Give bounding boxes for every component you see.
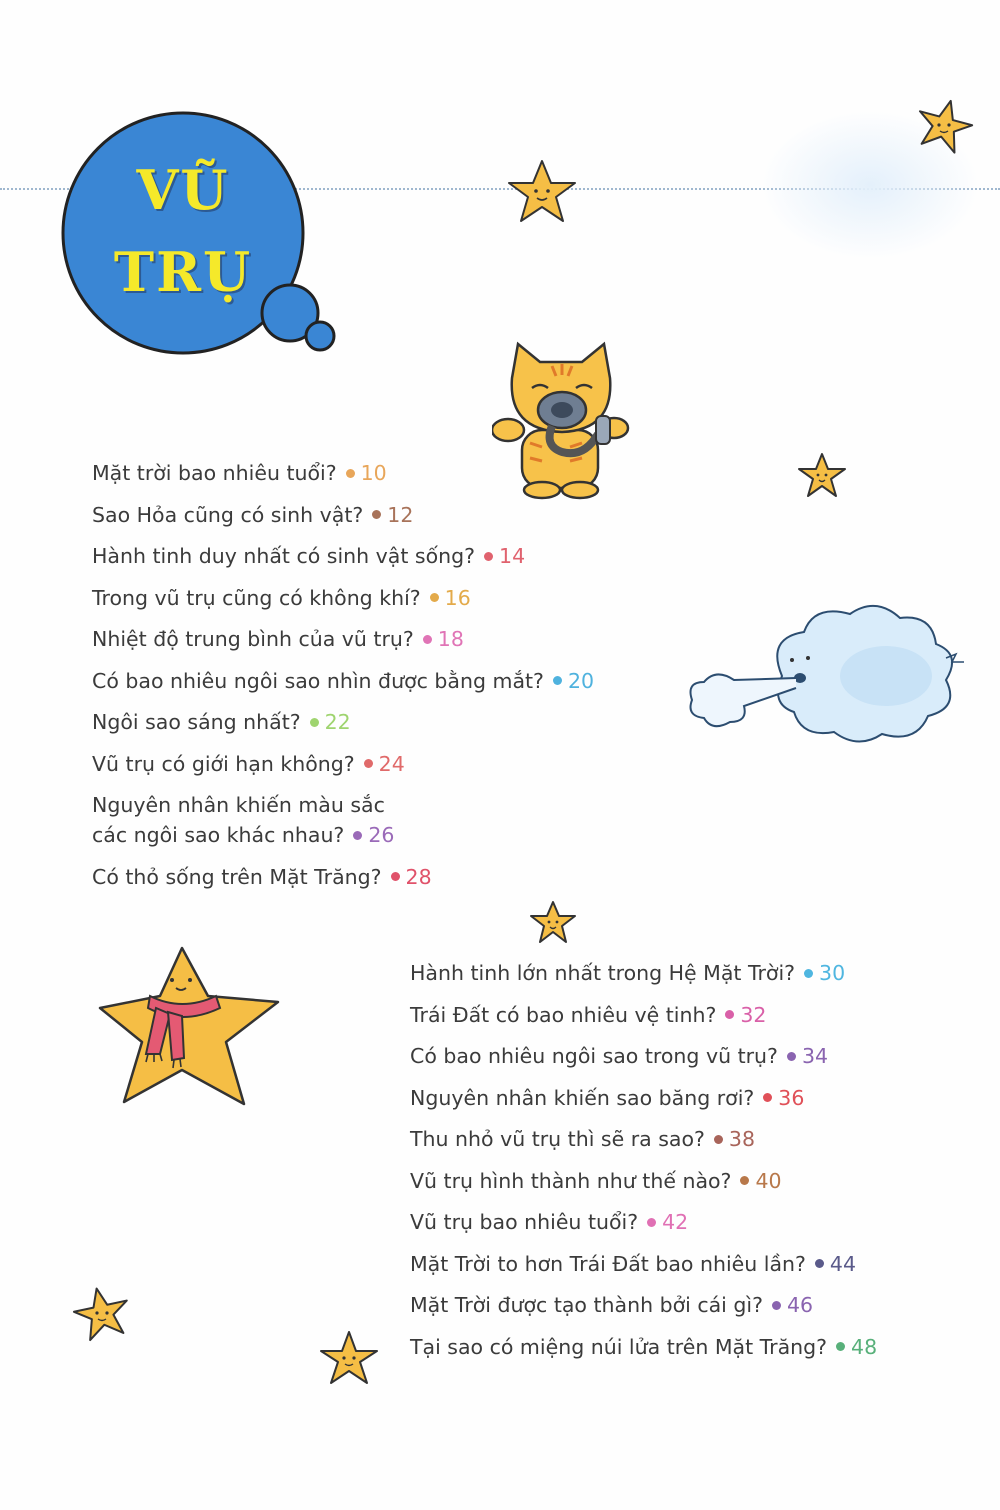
toc-item[interactable] xyxy=(92,749,522,779)
toc-item[interactable] xyxy=(410,1249,930,1279)
toc-page-number: 46 xyxy=(786,1293,814,1317)
toc-item[interactable] xyxy=(410,1124,930,1154)
bullet-dot-icon xyxy=(484,552,493,561)
toc-question: Tại sao có miệng núi lửa trên Mặt Trăng? xyxy=(410,1334,828,1359)
toc-item[interactable] xyxy=(410,1332,930,1362)
toc-page-number: 28 xyxy=(405,864,432,889)
toc-page-number: 16 xyxy=(444,585,471,610)
thought-bubble-icon xyxy=(58,108,348,368)
toc-question: Sao Hỏa cũng có sinh vật? xyxy=(92,502,364,527)
bullet-dot-icon xyxy=(430,593,439,602)
bullet-dot-icon xyxy=(364,759,373,768)
toc-page-number: 48 xyxy=(851,1334,878,1359)
toc-item[interactable] xyxy=(410,1166,930,1196)
toc-question: Vũ trụ hình thành như thế nào? xyxy=(410,1168,732,1193)
bullet-dot-icon xyxy=(391,872,400,881)
toc-page-number: 20 xyxy=(567,668,595,693)
bullet-dot-icon xyxy=(787,1052,796,1061)
toc-right-list xyxy=(410,958,930,1373)
toc-question: Có bao nhiêu ngôi sao nhìn được bằng mắt? xyxy=(92,668,544,693)
toc-page-number: 40 xyxy=(755,1168,782,1193)
bullet-dot-icon xyxy=(763,1093,772,1102)
smiling-star-icon xyxy=(528,900,578,946)
toc-question: Ngôi sao sáng nhất? xyxy=(92,710,301,734)
toc-question: Hành tinh lớn nhất trong Hệ Mặt Trời? xyxy=(410,961,796,985)
toc-item[interactable] xyxy=(410,1290,930,1320)
toc-question: Nguyên nhân khiến màu sắc các ngôi sao khác nhau? xyxy=(92,793,385,847)
toc-page-number: 32 xyxy=(740,1002,767,1027)
bullet-dot-icon xyxy=(836,1342,845,1351)
bullet-dot-icon xyxy=(772,1301,781,1310)
page-title-line-2: TRỤ xyxy=(113,240,253,304)
smiling-star-icon xyxy=(72,1286,132,1342)
toc-item[interactable] xyxy=(92,500,522,530)
toc-item[interactable] xyxy=(92,862,522,892)
title-bubble xyxy=(58,108,348,368)
toc-page-number: 12 xyxy=(387,502,414,527)
bullet-dot-icon xyxy=(553,676,562,685)
toc-page-number: 44 xyxy=(829,1251,857,1276)
bullet-dot-icon xyxy=(740,1176,749,1185)
toc-item[interactable] xyxy=(92,583,522,613)
bullet-dot-icon xyxy=(804,969,813,978)
bullet-dot-icon xyxy=(372,510,381,519)
star-with-scarf-illustration xyxy=(98,946,282,1108)
toc-page-number: 10 xyxy=(360,461,387,485)
bullet-dot-icon xyxy=(725,1010,734,1019)
toc-left-list xyxy=(92,458,595,903)
smiling-star-icon xyxy=(318,1330,380,1388)
smiling-star-icon xyxy=(505,158,579,228)
blowing-cloud-illustration xyxy=(686,598,968,750)
toc-question: Nguyên nhân khiến sao băng rơi? xyxy=(410,1085,755,1110)
toc-question: Vũ trụ bao nhiêu tuổi? xyxy=(410,1210,639,1234)
bullet-dot-icon xyxy=(647,1218,656,1227)
toc-page-number: 34 xyxy=(801,1044,829,1068)
bullet-dot-icon xyxy=(310,718,319,727)
toc-item[interactable] xyxy=(92,666,595,696)
toc-page-number: 24 xyxy=(378,751,405,776)
toc-item[interactable] xyxy=(92,458,522,488)
bullet-dot-icon xyxy=(815,1259,824,1268)
bullet-dot-icon xyxy=(423,635,432,644)
toc-page-number: 26 xyxy=(368,823,395,847)
toc-question: Có bao nhiêu ngôi sao trong vũ trụ? xyxy=(410,1044,778,1068)
toc-question: Hành tinh duy nhất có sinh vật sống? xyxy=(92,544,476,568)
toc-page-number: 22 xyxy=(324,710,351,734)
toc-question: Nhiệt độ trung bình của vũ trụ? xyxy=(92,627,414,651)
toc-page-number: 18 xyxy=(437,627,464,651)
toc-question: Trong vũ trụ cũng có không khí? xyxy=(92,585,421,610)
toc-item[interactable] xyxy=(410,1041,930,1071)
toc-item[interactable] xyxy=(410,958,930,988)
toc-question: Mặt Trời to hơn Trái Đất bao nhiêu lần? xyxy=(410,1251,806,1276)
toc-question: Mặt Trời được tạo thành bởi cái gì? xyxy=(410,1293,763,1317)
toc-item[interactable] xyxy=(92,707,522,737)
smiling-star-icon xyxy=(796,452,848,500)
cat-astronaut-illustration xyxy=(492,338,632,500)
toc-question: Mặt trời bao nhiêu tuổi? xyxy=(92,461,337,485)
toc-question: Thu nhỏ vũ trụ thì sẽ ra sao? xyxy=(410,1127,705,1151)
bullet-dot-icon xyxy=(714,1135,723,1144)
toc-page-number: 36 xyxy=(778,1085,805,1110)
smiling-star-icon xyxy=(914,98,974,154)
bullet-dot-icon xyxy=(346,469,355,478)
toc-item[interactable] xyxy=(92,541,526,571)
toc-item[interactable] xyxy=(410,1207,930,1237)
toc-item[interactable] xyxy=(92,790,412,850)
toc-question: Trái Đất có bao nhiêu vệ tinh? xyxy=(410,1002,717,1027)
toc-question: Vũ trụ có giới hạn không? xyxy=(92,751,355,776)
toc-item[interactable] xyxy=(92,624,522,654)
toc-item[interactable] xyxy=(410,1000,930,1030)
page-title-line-1: VŨ xyxy=(136,158,230,222)
toc-question: Có thỏ sống trên Mặt Trăng? xyxy=(92,864,382,889)
toc-page-number: 38 xyxy=(728,1127,756,1151)
toc-page-number: 30 xyxy=(819,961,846,985)
toc-page-number: 14 xyxy=(499,544,526,568)
bullet-dot-icon xyxy=(353,831,362,840)
toc-item[interactable] xyxy=(410,1083,930,1113)
toc-page-number: 42 xyxy=(662,1210,689,1234)
